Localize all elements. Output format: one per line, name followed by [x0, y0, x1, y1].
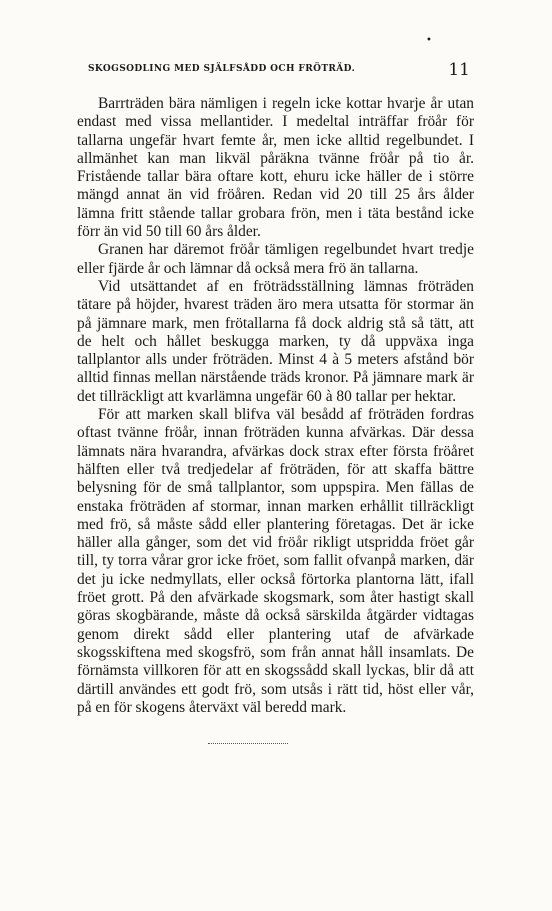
paragraph: Vid utsättandet af en fröträdsställning lämnas fröträden tätare på höjder, hvarest träden äro mera utsatta för stormar än på jämnare mark, men frötallarna få dock aldrig stå så tätt, att de helt och hållet beskugga marken, ty då uppväxa inga tallplantor alls under fröträden. Minst 4 à 5 meters afstånd bör alltid finnas mellan närstående träds kronor. På jämnare mark är det tillräckligt att kvarlämna ungefär 60 à 80 tallar per hektar.: [77, 277, 474, 405]
paragraph: Granen har däremot fröår tämligen regelbundet hvart tredje eller fjärde år och lämnar då också mera frö än tallarna.: [77, 241, 474, 277]
page-number: 11: [448, 60, 470, 80]
body-text: [77, 95, 474, 717]
page-header: [78, 58, 470, 80]
section-divider: [208, 743, 288, 744]
running-title: SKOGSODLING MED SJÄLFSÅDD OCH FRÖTRÄD.: [88, 64, 356, 74]
corner-mark: •: [426, 35, 432, 46]
paragraph: Barrträden bära nämligen i regeln icke kottar hvarje år utan endast med vissa mellantider. I medeltal inträffar fröår för tallarna ungefär hvart femte år, men icke alltid regelbundet. I allmänhet kan man likväl påräkna tvänne fröår på tio år. Fristående tallar bära oftare kott, ehuru icke häller de i större mängd annat än vid fröåren. Redan vid 20 till 25 års ålder lämna fritt stående tallar grobara frön, men i täta bestånd icke förr än vid 50 till 60 års ålder.: [77, 95, 474, 241]
paragraph: För att marken skall blifva väl besådd af fröträden fordras oftast tvänne fröår, innan fröträden kunna afvärkas. Där dessa lämnats nära hvarandra, afvärkas dock strax efter första fröåret hälften eller två tredjedelar af fröträden, för att skaffa bättre belysning för de små tallplantor, som uppspira. Men fällas de enstaka fröträden af stormar, innan marken erhållit tillräckligt med frö, så måste sådd eller plantering företagas. Det är icke häller alla gånger, som det vid fröår rikligt utspridda fröet går till, ty torra vårar gror icke fröet, som fallit ofvanpå marken, där det ju icke nedmyllats, eller också förtorka plantorna lätt, ifall fröet grott. På den afvärkade skogsmark, som åter hastigt skall göras skogbärande, måste då också särskilda åtgärder vidtagas genom direkt sådd eller plantering utaf de afvärkade skogsskiftena med skogsfrö, som från annat håll insamlats. De förnämsta villkoren för att en skogssådd skall lyckas, blir då att därtill användes ett godt frö, som utsås i rätt tid, höst eller vår, på en för skogens återväxt väl beredd mark.: [77, 406, 474, 716]
